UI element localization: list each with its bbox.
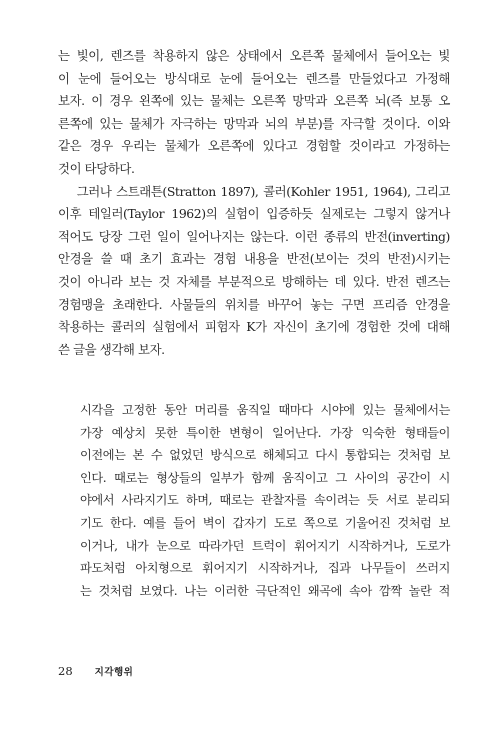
text-line: 같은 경우 우리는 물체가 오른쪽에 있다고 경험할 것이라고 가정하는 xyxy=(58,138,450,154)
quote-line: 가장 예상치 못한 특이한 변형이 일어난다. 가장 익숙한 형태들이 xyxy=(80,425,450,440)
text-line: 경험맹을 초래한다. 사물들의 위치를 바꾸어 놓는 구면 프리즘 안경을 xyxy=(58,296,450,312)
text-line: 착용하는 콜러의 실험에서 피험자 K가 자신이 초기에 경험한 것에 대해 xyxy=(58,319,450,335)
text-line: 른쪽에 있는 물체가 자극하는 망막과 뇌의 부분)를 자극할 것이다. 이와 xyxy=(58,115,450,131)
quote-line: 야에서 사라지기도 하며, 때로는 관찰자를 속이려는 듯 서로 분리되 xyxy=(80,493,450,508)
quote-line: 파도처럼 아치형으로 휘어지기 시작하거나, 집과 나무들이 쓰러지 xyxy=(80,561,450,576)
text-line: 것이 타당하다. xyxy=(58,160,135,176)
text-line: 쓴 글을 생각해 보자. xyxy=(58,341,165,357)
text-line: 것이 아니라 보는 것 자체를 부분적으로 방해하는 데 있다. 반전 렌즈는 xyxy=(58,273,450,289)
text-line: 안경을 쓸 때 초기 효과는 경험 내용을 반전(보이는 것의 반전)시키는 xyxy=(58,251,450,267)
quote-line: 인다. 때로는 형상들의 일부가 함께 움직이고 그 사이의 공간이 시 xyxy=(80,470,450,485)
quote-line: 이거나, 내가 눈으로 따라가던 트럭이 휘어지기 시작하거나, 도로가 xyxy=(80,538,450,553)
quote-line: 는 것처럼 보였다. 나는 이러한 극단적인 왜곡에 속아 깜짝 놀란 적 xyxy=(80,583,450,598)
page-footer xyxy=(58,664,133,678)
page-number: 28 xyxy=(58,664,73,678)
text-line: 는 빛이, 렌즈를 착용하지 않은 상태에서 오른쪽 물체에서 들어오는 빛 xyxy=(58,48,450,63)
text-line: 적어도 당장 그런 일이 일어나지는 않는다. 이런 종류의 반전(inverting) xyxy=(58,228,450,244)
text-line: 이후 테일러(Taylor 1962)의 실험이 입증하듯 실제로는 그렇지 않거나 xyxy=(58,206,450,222)
quote-line: 시각을 고정한 동안 머리를 움직일 때마다 시야에 있는 물체에서는 xyxy=(80,403,450,417)
block-quote xyxy=(80,399,450,602)
quote-line: 기도 한다. 예를 들어 벽이 갑자기 도로 쪽으로 기울어진 것처럼 보 xyxy=(80,515,450,530)
quote-line: 이전에는 본 수 없었던 방식으로 해체되고 다시 통합되는 것처럼 보 xyxy=(80,448,450,463)
running-title: 지각행위 xyxy=(94,667,134,678)
text-line: 이 눈에 들어오는 방식대로 눈에 들어오는 렌즈를 만들었다고 가정해 xyxy=(58,70,450,86)
text-line: 그러나 스트래튼(Stratton 1897), 콜러(Kohler 1951, 1964), 그리고 xyxy=(58,183,450,199)
body-text xyxy=(58,45,450,361)
text-line: 보자. 이 경우 왼쪽에 있는 물체는 오른쪽 망막과 오른쪽 뇌(즉 보통 오 xyxy=(58,93,450,109)
